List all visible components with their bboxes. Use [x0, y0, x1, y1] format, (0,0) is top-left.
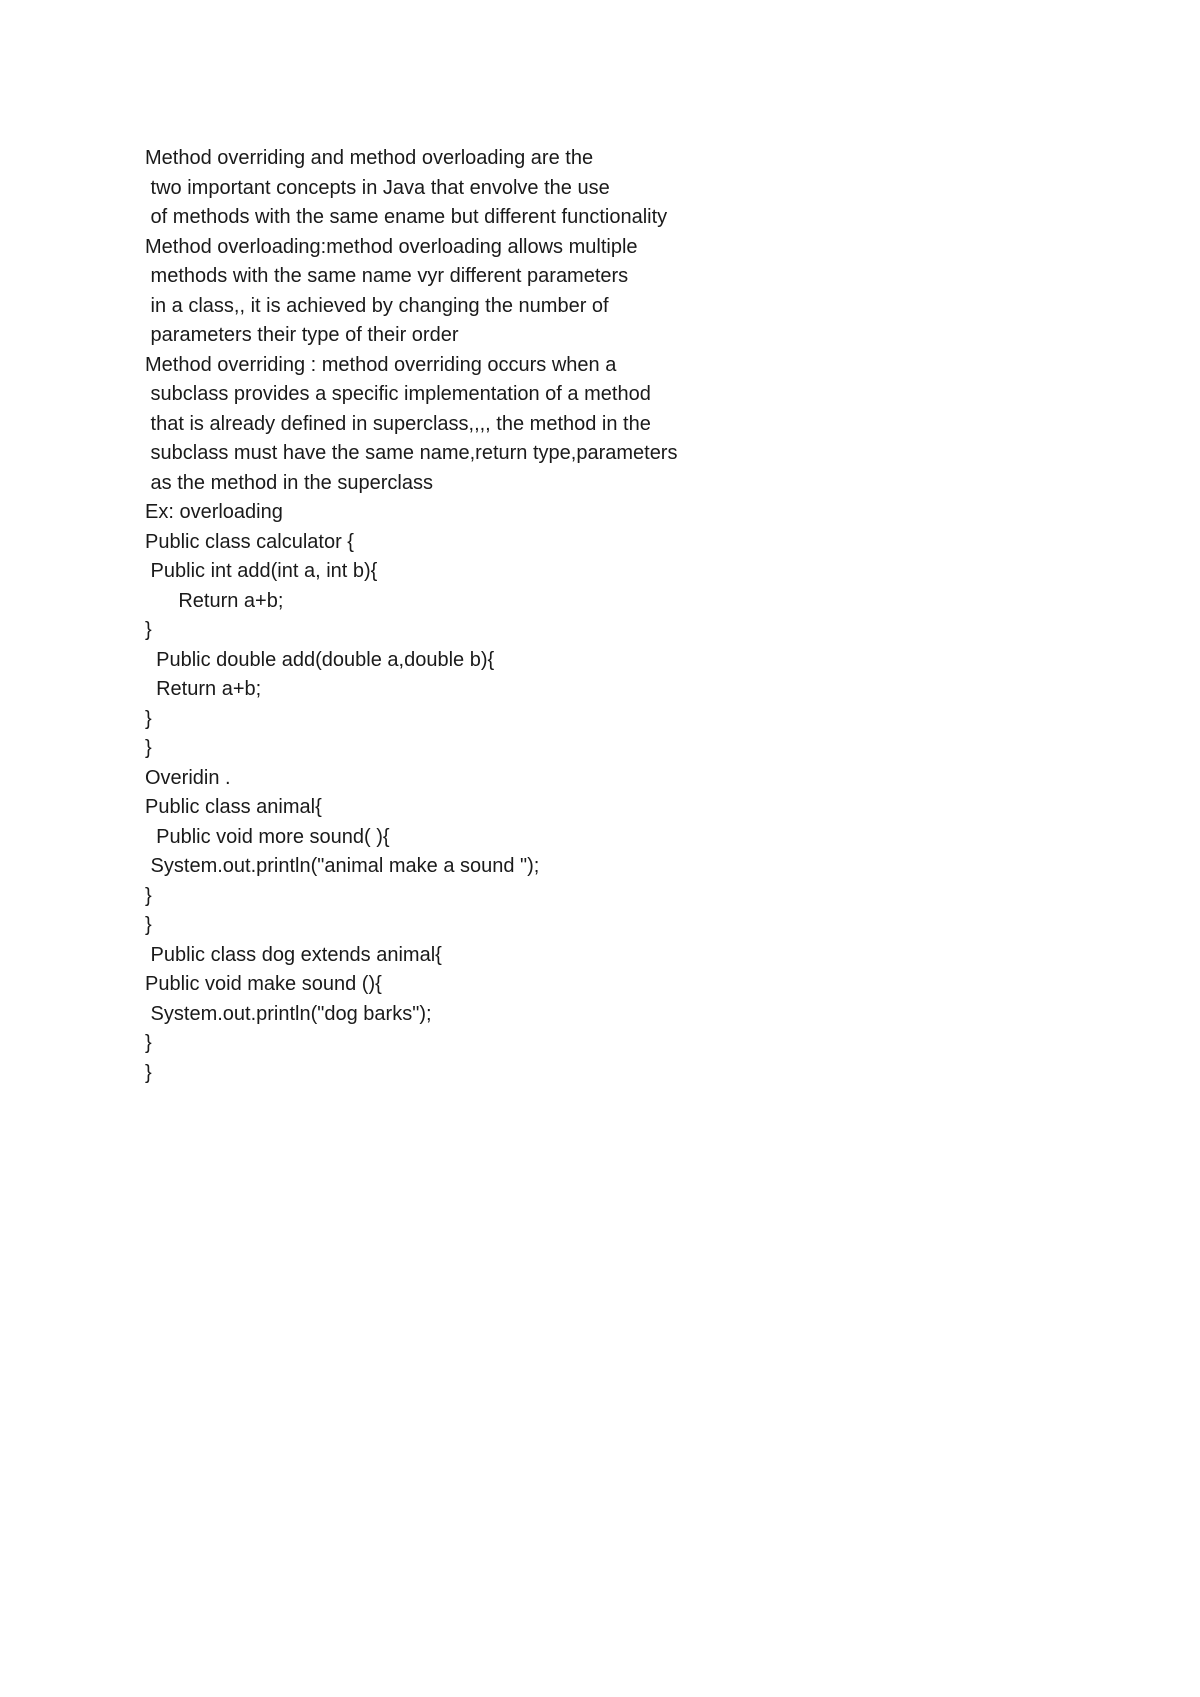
text-line: Method overriding : method overriding occurs when a — [145, 353, 617, 376]
code-line: Public class calculator { — [145, 530, 354, 553]
code-line: Public void make sound (){ — [145, 973, 382, 995]
code-line: Public class animal{ — [145, 796, 322, 818]
code-line: } — [145, 914, 152, 936]
text-line: Overidin . — [145, 766, 231, 789]
code-line: Public void more sound( ){ — [145, 825, 390, 848]
code-line: System.out.println("dog barks"); — [145, 1002, 432, 1025]
code-line: } — [145, 884, 152, 907]
text-line: of methods with the same ename but different functionality — [145, 206, 668, 228]
code-line: Public double add(double a,double b){ — [145, 648, 495, 671]
code-line: Return a+b; — [145, 678, 262, 700]
text-line: two important concepts in Java that envolve the use — [145, 176, 610, 199]
code-line: } — [145, 1032, 152, 1054]
text-line: methods with the same name vyr different parameters — [145, 265, 629, 287]
text-line: in a class,, it is achieved by changing the number of — [145, 294, 609, 317]
text-line: Method overriding and method overloading are the — [145, 147, 594, 169]
document-body — [145, 144, 1095, 1088]
code-line: System.out.println("animal make a sound "); — [145, 855, 540, 877]
code-line: } — [145, 707, 152, 730]
text-line: Method overloading:method overloading allows multiple — [145, 235, 638, 258]
code-line: } — [145, 1061, 152, 1084]
text-line: subclass must have the same name,return type,parameters — [145, 442, 678, 464]
text-line: parameters their type of their order — [145, 324, 459, 346]
text-line: Ex: overloading — [145, 501, 283, 523]
code-line: Public class dog extends animal{ — [145, 943, 442, 966]
text-line: as the method in the superclass — [145, 471, 433, 494]
code-line: Return a+b; — [145, 589, 284, 612]
code-line: } — [145, 737, 152, 759]
text-line: subclass provides a specific implementation of a method — [145, 383, 651, 405]
text-line: that is already defined in superclass,,,, the method in the — [145, 412, 651, 435]
code-line: Public int add(int a, int b){ — [145, 560, 378, 582]
code-line: } — [145, 619, 152, 641]
